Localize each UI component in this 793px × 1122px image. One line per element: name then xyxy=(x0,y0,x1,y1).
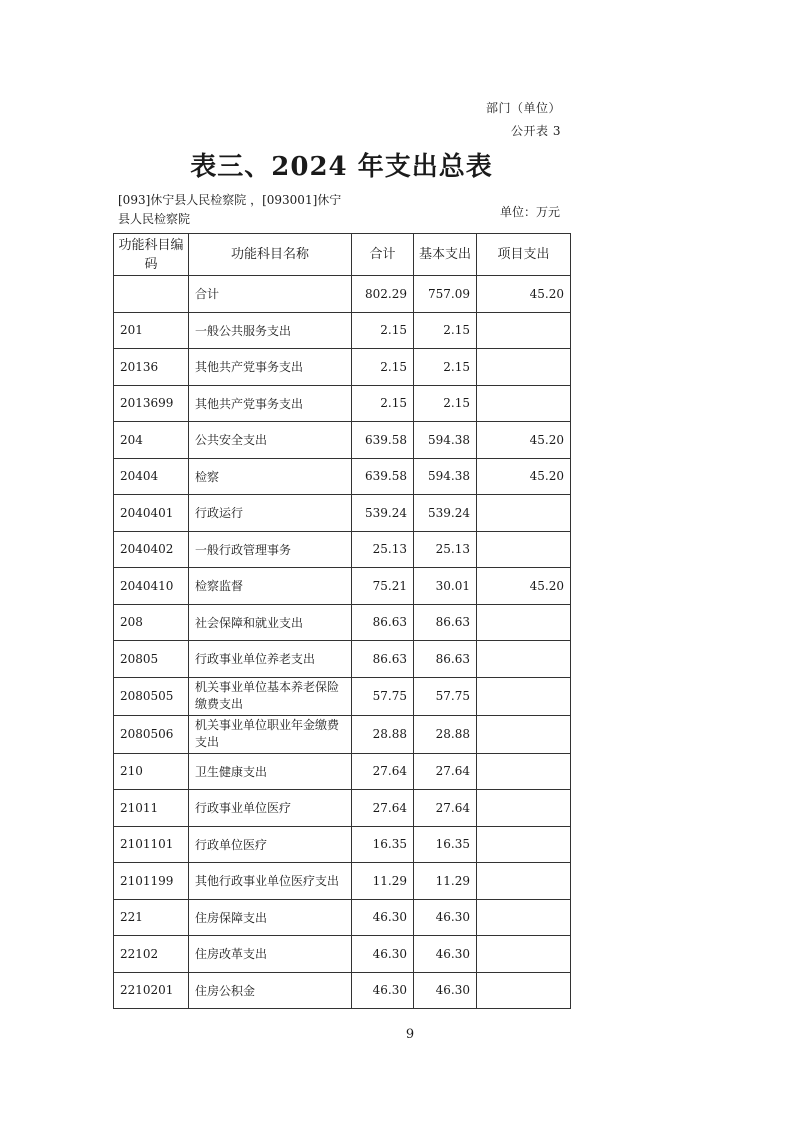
cell-code: 2013699 xyxy=(114,385,189,422)
cell-name: 行政运行 xyxy=(189,495,352,532)
table-row xyxy=(114,972,571,1009)
cell-name: 行政单位医疗 xyxy=(189,826,352,863)
table-row xyxy=(114,276,571,313)
cell-total: 27.64 xyxy=(352,790,414,827)
cell-project xyxy=(477,753,571,790)
table-row xyxy=(114,677,571,715)
table-row xyxy=(114,312,571,349)
header-project: 项目支出 xyxy=(477,234,571,276)
cell-total: 2.15 xyxy=(352,385,414,422)
cell-total: 639.58 xyxy=(352,458,414,495)
cell-code: 2040402 xyxy=(114,531,189,568)
cell-name: 行政事业单位养老支出 xyxy=(189,641,352,678)
cell-code: 2101199 xyxy=(114,863,189,900)
cell-code: 2040401 xyxy=(114,495,189,532)
header-code: 功能科目编码 xyxy=(114,234,189,276)
cell-basic: 594.38 xyxy=(414,458,477,495)
table-row xyxy=(114,531,571,568)
cell-basic: 25.13 xyxy=(414,531,477,568)
cell-code: 204 xyxy=(114,422,189,459)
cell-code: 20136 xyxy=(114,349,189,386)
cell-name: 检察 xyxy=(189,458,352,495)
cell-total: 802.29 xyxy=(352,276,414,313)
cell-total: 2.15 xyxy=(352,349,414,386)
cell-project xyxy=(477,899,571,936)
table-row xyxy=(114,349,571,386)
cell-basic: 757.09 xyxy=(414,276,477,313)
cell-project xyxy=(477,604,571,641)
cell-project xyxy=(477,349,571,386)
cell-project xyxy=(477,715,571,753)
table-row xyxy=(114,899,571,936)
cell-name: 公共安全支出 xyxy=(189,422,352,459)
cell-code: 20805 xyxy=(114,641,189,678)
cell-name: 社会保障和就业支出 xyxy=(189,604,352,641)
cell-name: 住房保障支出 xyxy=(189,899,352,936)
cell-code: 21011 xyxy=(114,790,189,827)
table-row xyxy=(114,863,571,900)
table-row xyxy=(114,495,571,532)
cell-total: 2.15 xyxy=(352,312,414,349)
organization-label: [093]休宁县人民检察院 ，[093001]休宁县人民检察院 xyxy=(118,193,342,226)
cell-name: 机关事业单位职业年金缴费支出 xyxy=(189,715,352,753)
table-row xyxy=(114,458,571,495)
cell-project xyxy=(477,936,571,973)
cell-code: 208 xyxy=(114,604,189,641)
cell-code: 2210201 xyxy=(114,972,189,1009)
department-label: 部门（单位） xyxy=(485,101,561,115)
cell-total: 16.35 xyxy=(352,826,414,863)
cell-basic: 27.64 xyxy=(414,753,477,790)
page-number: 9 xyxy=(405,1027,415,1042)
cell-project xyxy=(477,790,571,827)
cell-basic: 2.15 xyxy=(414,385,477,422)
cell-code: 210 xyxy=(114,753,189,790)
cell-project: 45.20 xyxy=(477,276,571,313)
table-number-label: 公开表 3 xyxy=(511,124,561,138)
cell-total: 539.24 xyxy=(352,495,414,532)
table-row xyxy=(114,422,571,459)
cell-name: 住房改革支出 xyxy=(189,936,352,973)
table-row xyxy=(114,826,571,863)
cell-name: 一般公共服务支出 xyxy=(189,312,352,349)
cell-basic: 16.35 xyxy=(414,826,477,863)
cell-project xyxy=(477,826,571,863)
cell-project xyxy=(477,312,571,349)
table-row xyxy=(114,385,571,422)
cell-project xyxy=(477,385,571,422)
table-row xyxy=(114,641,571,678)
cell-basic: 86.63 xyxy=(414,641,477,678)
cell-total: 86.63 xyxy=(352,641,414,678)
cell-name: 其他共产党事务支出 xyxy=(189,349,352,386)
cell-code: 221 xyxy=(114,899,189,936)
cell-name: 行政事业单位医疗 xyxy=(189,790,352,827)
table-row xyxy=(114,790,571,827)
cell-code: 2101101 xyxy=(114,826,189,863)
cell-code xyxy=(114,276,189,313)
cell-total: 46.30 xyxy=(352,936,414,973)
table-header-row xyxy=(114,234,571,276)
page-title: 表三、2024 年支出总表 xyxy=(190,152,493,182)
cell-name: 卫生健康支出 xyxy=(189,753,352,790)
cell-basic: 27.64 xyxy=(414,790,477,827)
cell-total: 46.30 xyxy=(352,972,414,1009)
cell-name: 其他共产党事务支出 xyxy=(189,385,352,422)
cell-project xyxy=(477,972,571,1009)
cell-basic: 594.38 xyxy=(414,422,477,459)
header-basic: 基本支出 xyxy=(414,234,477,276)
cell-total: 28.88 xyxy=(352,715,414,753)
cell-total: 27.64 xyxy=(352,753,414,790)
cell-project xyxy=(477,677,571,715)
cell-code: 201 xyxy=(114,312,189,349)
cell-total: 46.30 xyxy=(352,899,414,936)
table-row xyxy=(114,936,571,973)
cell-project xyxy=(477,531,571,568)
cell-basic: 2.15 xyxy=(414,312,477,349)
cell-name: 合计 xyxy=(189,276,352,313)
cell-basic: 57.75 xyxy=(414,677,477,715)
cell-code: 2080505 xyxy=(114,677,189,715)
cell-basic: 30.01 xyxy=(414,568,477,605)
table-row xyxy=(114,715,571,753)
cell-project xyxy=(477,641,571,678)
cell-project: 45.20 xyxy=(477,568,571,605)
unit-label: 单位：万元 xyxy=(500,205,561,219)
cell-name: 检察监督 xyxy=(189,568,352,605)
cell-basic: 46.30 xyxy=(414,899,477,936)
cell-project: 45.20 xyxy=(477,422,571,459)
cell-name: 一般行政管理事务 xyxy=(189,531,352,568)
table-row xyxy=(114,753,571,790)
cell-code: 22102 xyxy=(114,936,189,973)
cell-name: 机关事业单位基本养老保险缴费支出 xyxy=(189,677,352,715)
table-row xyxy=(114,604,571,641)
table-row xyxy=(114,568,571,605)
cell-total: 75.21 xyxy=(352,568,414,605)
cell-basic: 11.29 xyxy=(414,863,477,900)
header-name: 功能科目名称 xyxy=(189,234,352,276)
header-total: 合计 xyxy=(352,234,414,276)
expenditure-table xyxy=(113,233,571,1009)
cell-basic: 539.24 xyxy=(414,495,477,532)
cell-project: 45.20 xyxy=(477,458,571,495)
cell-basic: 46.30 xyxy=(414,972,477,1009)
cell-code: 2080506 xyxy=(114,715,189,753)
cell-project xyxy=(477,495,571,532)
cell-basic: 86.63 xyxy=(414,604,477,641)
cell-project xyxy=(477,863,571,900)
cell-total: 86.63 xyxy=(352,604,414,641)
cell-code: 20404 xyxy=(114,458,189,495)
cell-basic: 28.88 xyxy=(414,715,477,753)
cell-name: 其他行政事业单位医疗支出 xyxy=(189,863,352,900)
cell-name: 住房公积金 xyxy=(189,972,352,1009)
cell-basic: 46.30 xyxy=(414,936,477,973)
cell-total: 639.58 xyxy=(352,422,414,459)
cell-code: 2040410 xyxy=(114,568,189,605)
cell-total: 11.29 xyxy=(352,863,414,900)
cell-basic: 2.15 xyxy=(414,349,477,386)
cell-total: 57.75 xyxy=(352,677,414,715)
cell-total: 25.13 xyxy=(352,531,414,568)
